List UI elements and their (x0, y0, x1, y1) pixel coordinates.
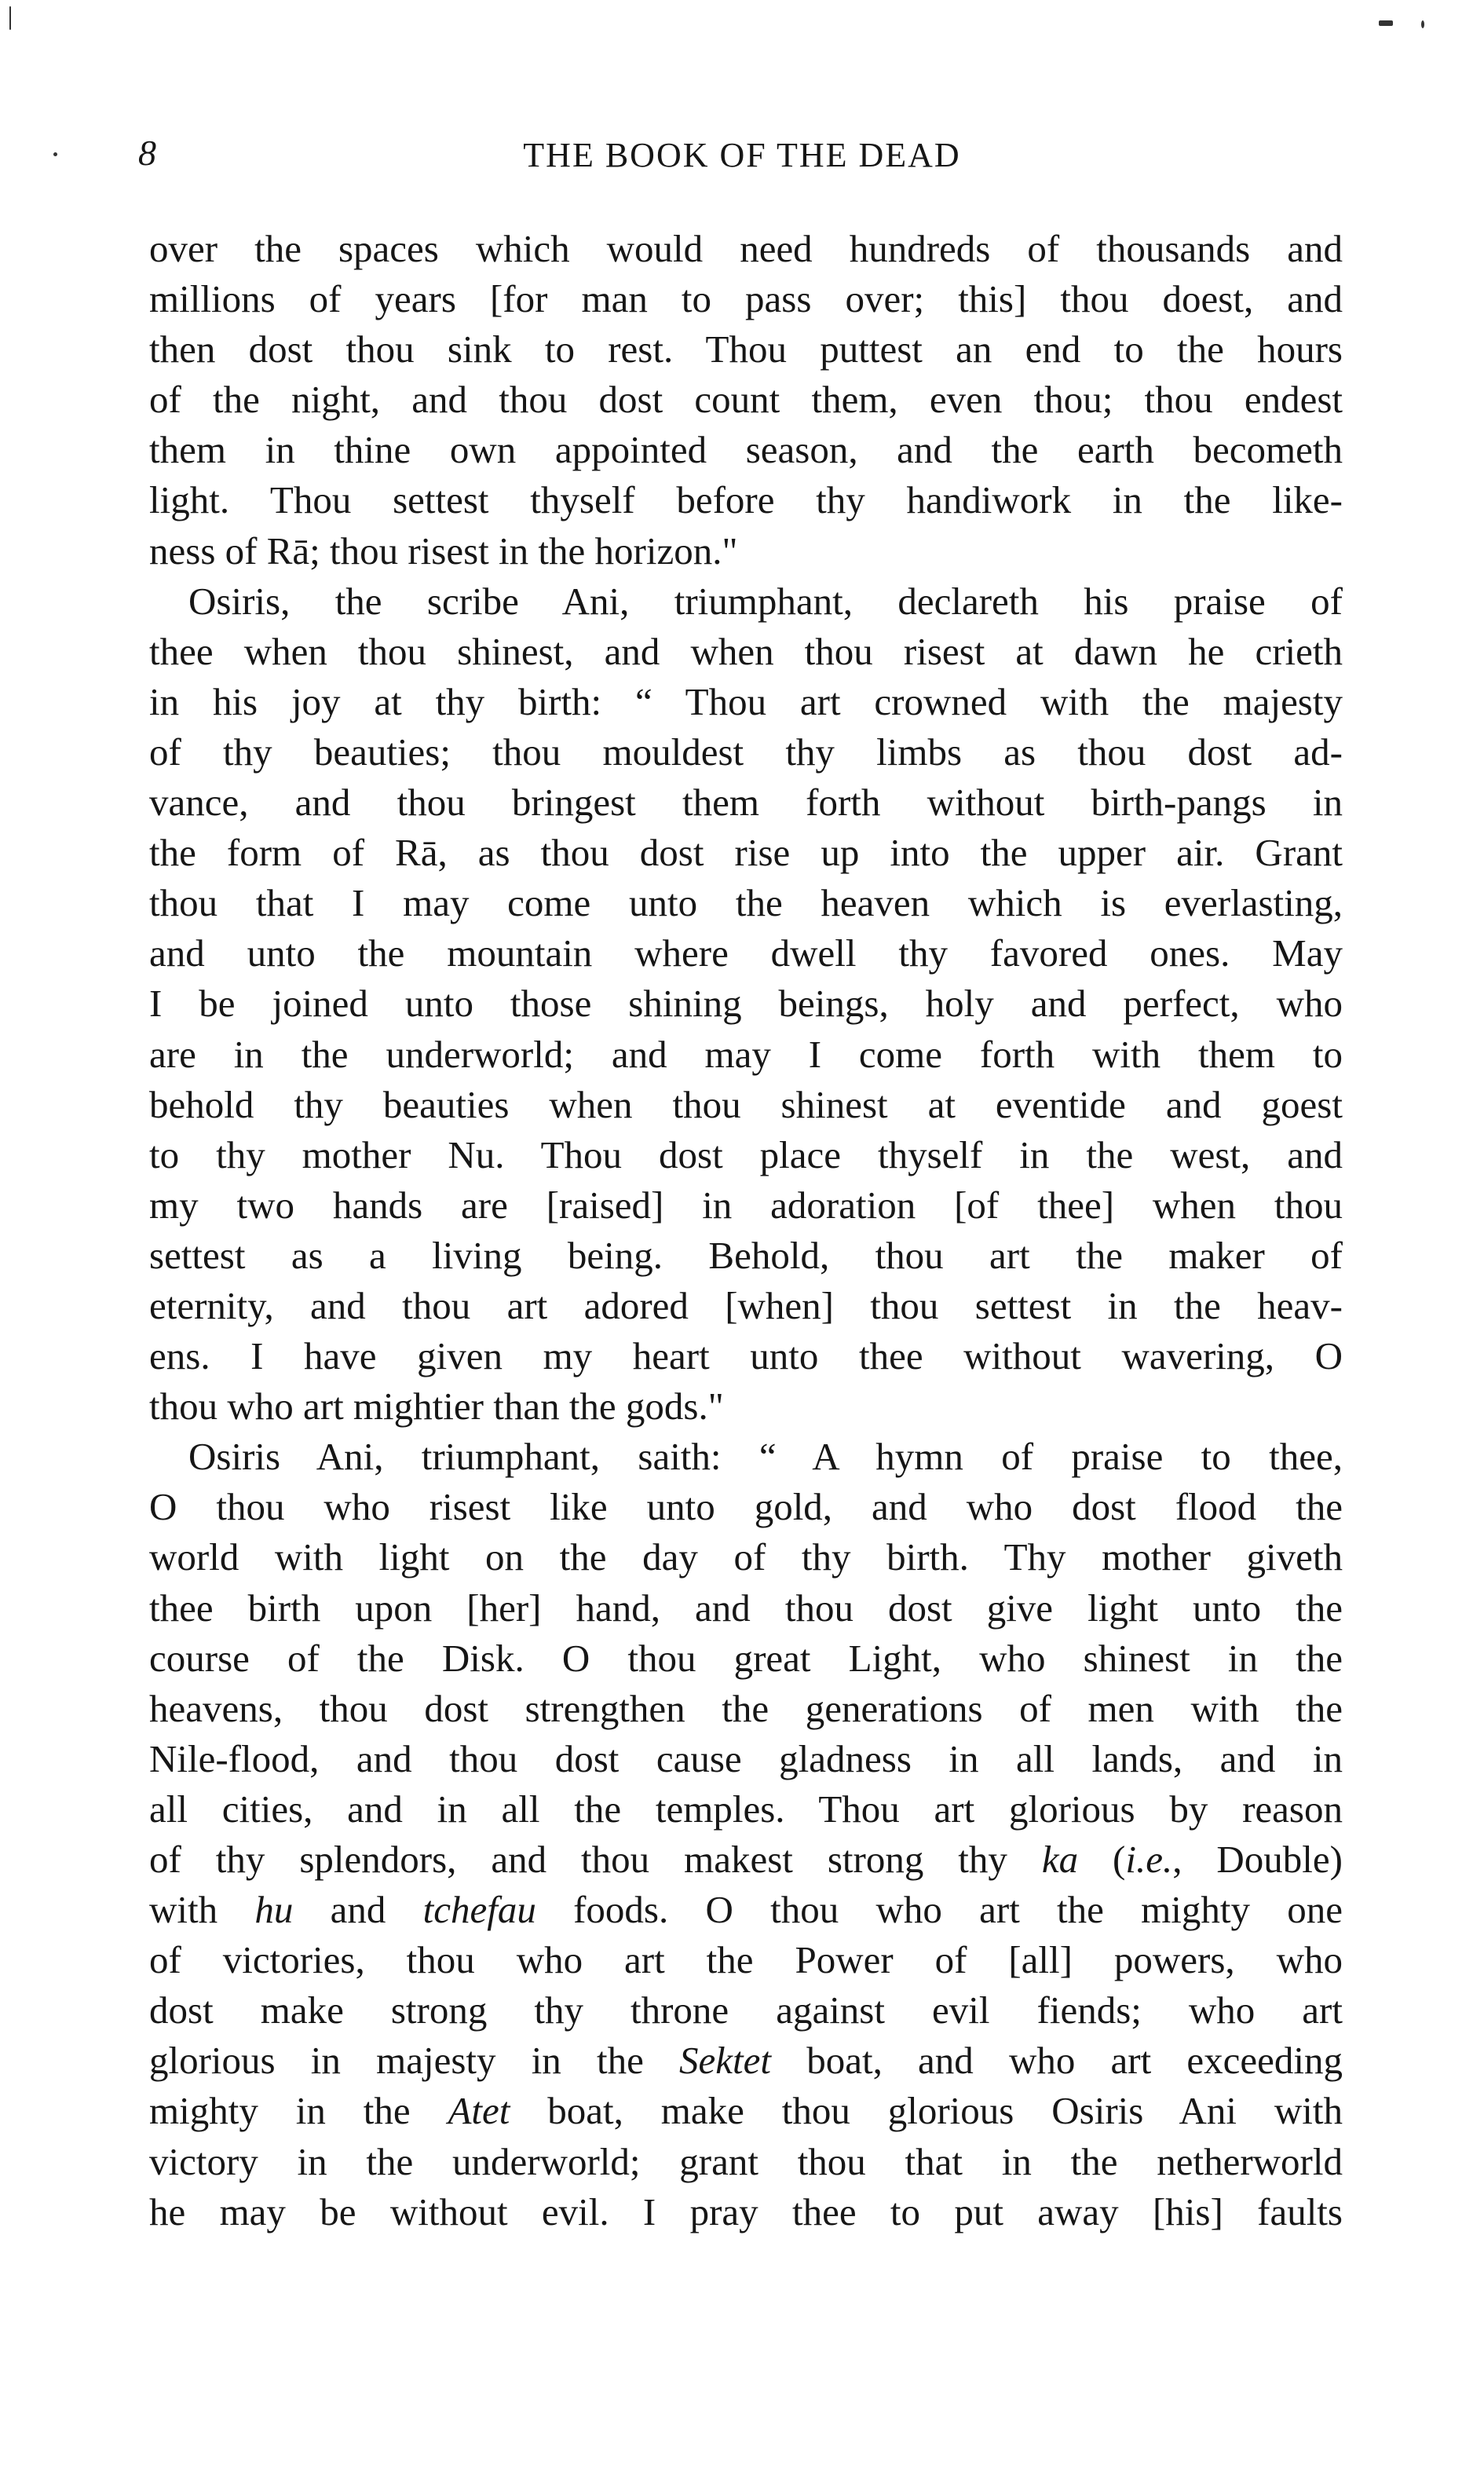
text-line: dost make strong thy throne against evil fiends; who art (149, 1988, 1343, 2032)
text-line: settest as a living being. Behold, thou art the maker of (149, 1233, 1343, 1277)
text-line: ens. I have given my heart unto thee without wavering, O (149, 1334, 1343, 1378)
text-line: O thou who risest like unto gold, and who dost flood the (149, 1485, 1343, 1529)
text-line: of the night, and thou dost count them, even thou; thou endest (149, 378, 1343, 422)
text-line: Nile-flood, and thou dost cause gladness in all lands, and in (149, 1736, 1343, 1780)
text-line: and unto the mountain where dwell thy favored ones. May (149, 931, 1343, 975)
text-line: heavens, thou dost strengthen the generations of men with the (149, 1686, 1343, 1730)
text-line: thou who art mightier than the gods." (149, 1385, 724, 1429)
text-line: he may be without evil. I pray thee to put away [his] faults (149, 2189, 1343, 2233)
text-line: vance, and thou bringest them forth without birth-pangs in (149, 781, 1343, 825)
text-line: Osiris Ani, triumphant, saith: “ A hymn of praise to thee, (188, 1435, 1343, 1479)
text-line: over the spaces which would need hundreds of thousands and (149, 227, 1343, 270)
scan-speck (1379, 20, 1393, 26)
text-line: the form of Rā, as thou dost rise up into the upper air. Grant (149, 831, 1343, 875)
text-line: behold thy beauties when thou shinest at eventide and goest (149, 1082, 1343, 1126)
text-line: of victories, thou who art the Power of [all] powers, who (149, 1938, 1343, 1982)
text-line: all cities, and in all the temples. Thou art glorious by reason (149, 1787, 1343, 1831)
text-line: victory in the underworld; grant thou that in the netherworld (149, 2139, 1343, 2183)
text-line: to thy mother Nu. Thou dost place thyself in the west, and (149, 1132, 1343, 1176)
text-line: of thy beauties; thou mouldest thy limbs as thou dost ad- (149, 730, 1343, 774)
running-title: THE BOOK OF THE DEAD (523, 136, 961, 174)
scan-speck (9, 6, 11, 30)
text-line: world with light on the day of thy birth. Thy mother giveth (149, 1535, 1343, 1579)
scan-speck (1421, 20, 1424, 28)
text-line: thou that I may come unto the heaven which is everlasting, (149, 881, 1343, 925)
text-line: in his joy at thy birth: “ Thou art crowned with the majesty (149, 679, 1343, 723)
text-line: with hu and tchefau foods. O thou who art the mighty one (149, 1888, 1343, 1932)
scan-speck (53, 152, 57, 156)
text-line: course of the Disk. O thou great Light, who shinest in the (149, 1636, 1343, 1680)
text-line: ness of Rā; thou risest in the horizon." (149, 529, 738, 573)
text-line: mighty in the Atet boat, make thou glorious Osiris Ani with (149, 2089, 1343, 2133)
text-line: eternity, and thou art adored [when] thou settest in the heav- (149, 1283, 1343, 1327)
text-line: of thy splendors, and thou makest strong thy ka (i.e., Double) (149, 1838, 1343, 1881)
text-line: glorious in majesty in the Sektet boat, and who art exceeding (149, 2039, 1343, 2083)
text-line: then dost thou sink to rest. Thou puttest an end to the hours (149, 327, 1343, 371)
text-line: light. Thou settest thyself before thy handiwork in the like- (149, 478, 1343, 522)
text-line: them in thine own appointed season, and the earth becometh (149, 428, 1343, 472)
text-line: I be joined unto those shining beings, holy and perfect, who (149, 982, 1343, 1026)
text-line: thee birth upon [her] hand, and thou dost give light unto the (149, 1586, 1343, 1630)
text-line: Osiris, the scribe Ani, triumphant, declareth his praise of (188, 579, 1343, 623)
page-number: 8 (138, 133, 156, 173)
text-line: thee when thou shinest, and when thou risest at dawn he crieth (149, 629, 1343, 673)
body-text (149, 224, 1343, 2237)
text-line: are in the underworld; and may I come forth with them to (149, 1032, 1343, 1076)
text-line: millions of years [for man to pass over; this] thou doest, and (149, 277, 1343, 321)
text-line: my two hands are [raised] in adoration [of thee] when thou (149, 1183, 1343, 1227)
